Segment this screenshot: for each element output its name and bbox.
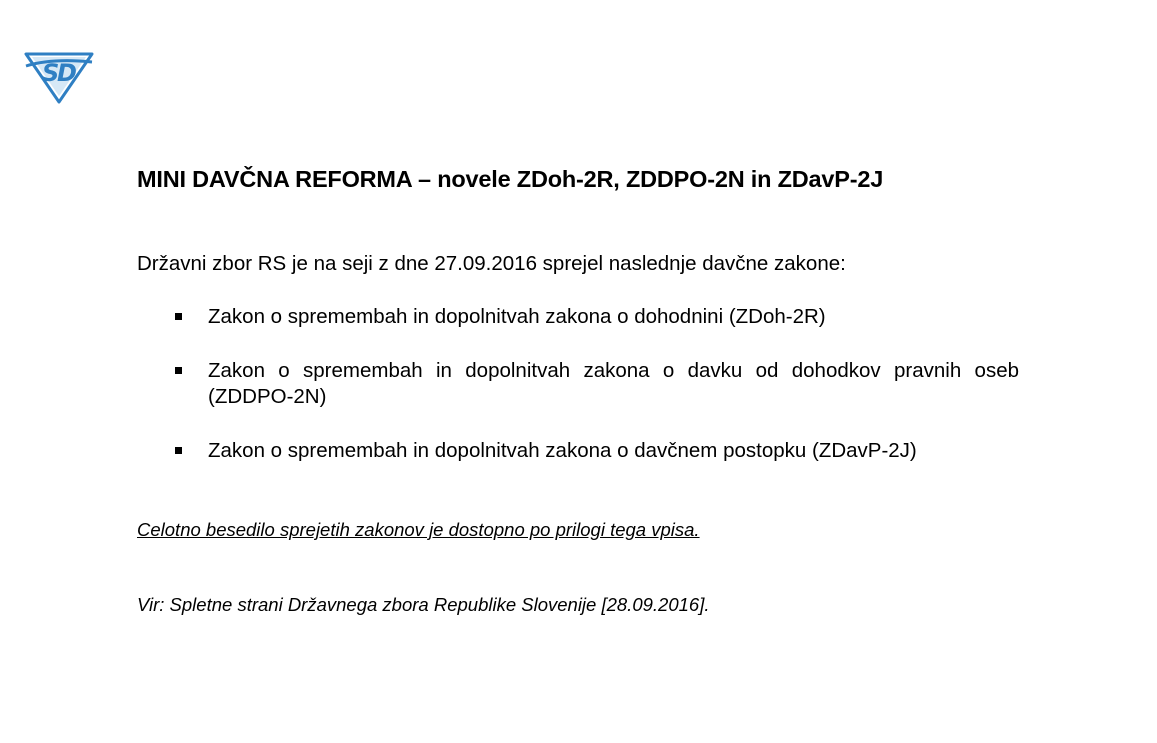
law-item-text: Zakon o spremembah in dopolnitvah zakona o davčnem postopku (ZDavP-2J) <box>208 439 917 462</box>
law-item-text: Zakon o spremembah in dopolnitvah zakona o dohodnini (ZDoh-2R) <box>208 305 826 328</box>
document-title: MINI DAVČNA REFORMA – novele ZDoh-2R, ZDDPO-2N in ZDavP-2J <box>137 166 884 192</box>
attachment-note: Celotno besedilo sprejetih zakonov je dostopno po prilogi tega vpisa. <box>137 519 700 540</box>
law-item <box>137 438 1019 464</box>
bullet-square-icon <box>175 313 182 320</box>
sd-shield-logo-icon <box>22 48 96 104</box>
law-list <box>137 304 1019 492</box>
bullet-square-icon <box>175 447 182 454</box>
law-item-text: Zakon o spremembah in dopolnitvah zakona o davku od dohodkov pravnih oseb (ZDDPO-2N) <box>208 359 1019 408</box>
intro-paragraph: Državni zbor RS je na seji z dne 27.09.2016 sprejel naslednje davčne zakone: <box>137 252 846 275</box>
source-citation: Vir: Spletne strani Državnega zbora Republike Slovenije [28.09.2016]. <box>137 594 710 615</box>
bullet-square-icon <box>175 367 182 374</box>
law-item <box>137 358 1019 410</box>
law-item <box>137 304 1019 330</box>
svg-text:D: D <box>57 59 77 87</box>
svg-text:S: S <box>42 59 60 87</box>
